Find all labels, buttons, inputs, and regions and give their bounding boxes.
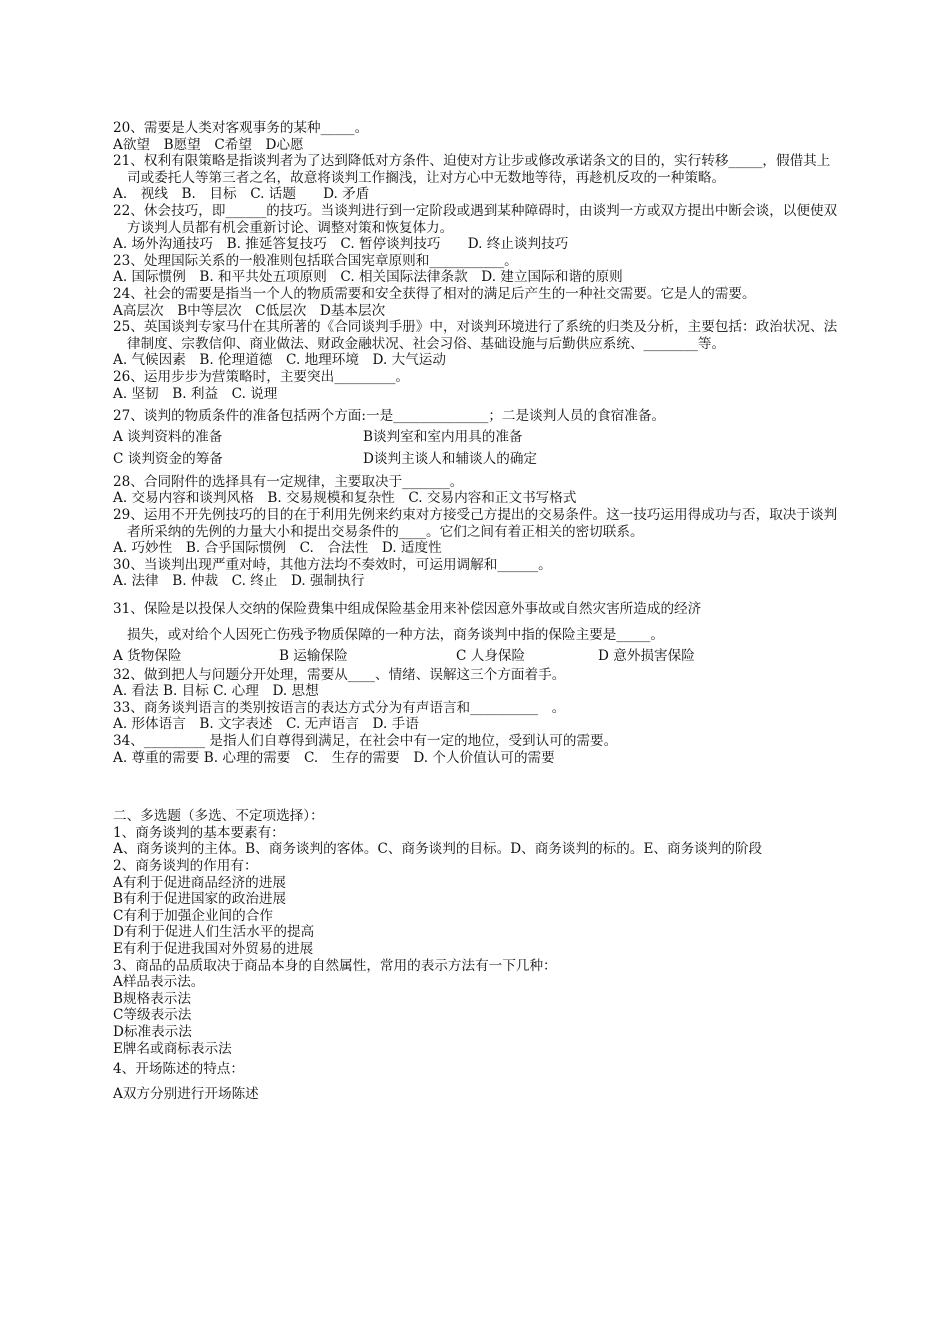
options-row-2: [113, 451, 843, 468]
option-d: D谈判主谈人和辅谈人的确定: [363, 451, 538, 468]
section-multiple-choice: [113, 808, 843, 1102]
question-text-line-2: 损失，或对给个人因死亡伤残予物质保障的一种方法，商务谈判中指的保险主要是_____。: [127, 627, 664, 644]
mc-question-3-option: C等级表示法: [113, 1007, 192, 1024]
mc-question-2-option: B有利于促进国家的政治进展: [113, 891, 287, 908]
question-23: [113, 253, 843, 286]
mc-question-3-option: E牌名或商标表示法: [113, 1040, 232, 1057]
question-text: 24、社会的需要是指当一个人的物质需要和安全获得了相对的满足后产生的一种社交需要。它是人的需要。: [113, 285, 756, 302]
question-20: [113, 120, 843, 153]
section-spacer: [113, 766, 843, 808]
option-c: C 谈判资金的筹备: [113, 451, 223, 468]
question-options: A. 巧妙性 B. 合乎国际惯例 C. 合法性 D. 适度性: [113, 540, 442, 557]
question-text: 23、处理国际关系的一般准则包括联合国宪章原则和___________。: [113, 252, 518, 269]
question-32: [113, 667, 843, 700]
question-text: 25、英国谈判专家马什在其所著的《合同谈判手册》中，对谈判环境进行了系统的归类及分析，主要包括：政治状况、法律制度、宗教信仰、商业做法、财政金融状况、社会习俗、基础设施与后勤供应系统、________等。: [113, 319, 838, 352]
section-title: 二、多选题（多选、不定项选择）：: [113, 808, 324, 825]
question-24: [113, 286, 843, 319]
question-29: [113, 507, 843, 557]
question-options: A. 看法 B. 目标 C. 心理 D. 思想: [113, 683, 319, 700]
mc-question-1-options: A、商务谈判的主体。B、商务谈判的客体。C、商务谈判的目标。D、商务谈判的标的。E、商务谈判的阶段: [113, 841, 763, 858]
question-28: [113, 474, 843, 507]
mc-question-2-option: E有利于促进我国对外贸易的进展: [113, 940, 314, 957]
question-21: [113, 153, 843, 203]
option-d: D 意外损害保险: [598, 648, 695, 665]
question-text: 30、当谈判出现严重对峙，其他方法均不奏效时，可运用调解和______。: [113, 556, 552, 573]
question-25: [113, 319, 843, 369]
mc-question-4-option: A双方分别进行开场陈述: [113, 1085, 259, 1102]
question-options: A. 气候因素 B. 伦理道德 C. 地理环境 D. 大气运动: [113, 352, 446, 369]
question-text: 22、休会技巧，即______的技巧。当谈判进行到一定阶段或遇到某种障碍时，由谈判一方或双方提出中断会谈，以便使双方谈判人员都有机会重新讨论、调整对策和恢复体力。: [113, 202, 838, 236]
question-text: 28、合同附件的选择具有一定规律，主要取决于_______。: [113, 473, 464, 490]
mc-question-3: 3、商品的品质取决于商品本身的自然属性，常用的表示方法有一下几种：: [113, 957, 557, 974]
question-30: [113, 557, 843, 590]
question-34: [113, 733, 843, 766]
question-text: 27、谈判的物质条件的准备包括两个方面:一是______________；二是谈判人员的食宿准备。: [113, 408, 666, 425]
document-page: [113, 120, 843, 1102]
mc-question-1: 1、商务谈判的基本要素有：: [113, 824, 285, 841]
option-a: A 谈判资料的准备: [113, 428, 223, 445]
question-options: A高层次 B中等层次 C低层次 D基本层次: [113, 302, 386, 319]
mc-question-4: 4、开场陈述的特点：: [113, 1061, 244, 1078]
question-options: A. 形体语言 B. 文字表述 C. 无声语言 D. 手语: [113, 716, 419, 733]
mc-question-3-option: A样品表示法。: [113, 974, 205, 991]
options-row: [113, 648, 843, 665]
question-options: A. 视线 B. 目标 C. 话题 D. 矛盾: [113, 186, 370, 203]
question-26: [113, 369, 843, 402]
question-options: A. 交易内容和谈判风格 B. 交易规模和复杂性 C. 交易内容和正文书写格式: [113, 490, 577, 507]
question-33: [113, 700, 843, 733]
mc-question-3-option: B规格表示法: [113, 990, 191, 1007]
mc-question-2: 2、商务谈判的作用有：: [113, 857, 258, 874]
question-options: A. 尊重的需要 B. 心理的需要 C. 生存的需要 D. 个人价值认可的需要: [113, 749, 555, 766]
mc-question-2-option: A有利于促进商品经济的进展: [113, 874, 286, 891]
question-options: A. 法律 B. 仲裁 C. 终止 D. 强制执行: [113, 573, 365, 590]
question-text: 26、运用步步为营策略时，主要突出_________。: [113, 368, 409, 385]
question-text-line-1: 31、保险是以投保人交纳的保险费集中组成保险基金用来补偿因意外事故或自然灾害所造成的经济: [113, 601, 702, 618]
question-text: 33、商务谈判语言的类别按语言的表达方式分为有声语言和__________ 。: [113, 699, 566, 716]
option-c: C 人身保险: [456, 648, 526, 665]
question-text: 29、运用不开先例技巧的目的在于利用先例来约束对方接受己方提出的交易条件。这一技巧运用得成功与否，取决于谈判者所采纳的先例的力量大小和提出交易条件的____。它们之间有着正相关的密切联系。: [113, 507, 838, 540]
mc-question-3-option: D标准表示法: [113, 1023, 192, 1040]
options-row-1: [113, 429, 843, 446]
question-text: 32、做到把人与问题分开处理，需要从____、情绪、误解这三个方面着手。: [113, 666, 566, 683]
option-b: B谈判室和室内用具的准备: [363, 428, 523, 445]
question-options: A. 场外沟通技巧 B. 推延答复技巧 C. 暂停谈判技巧 D. 终止谈判技巧: [113, 236, 569, 253]
question-text: 34、_________ 是指人们自尊得到满足，在社会中有一定的地位，受到认可的需要。: [113, 733, 618, 749]
question-27: [113, 408, 843, 468]
option-b: B 运输保险: [279, 648, 348, 665]
mc-question-2-option: C有利于加强企业间的合作: [113, 907, 273, 924]
question-options: A. 坚韧 B. 利益 C. 说理: [113, 385, 278, 402]
question-31: [113, 596, 843, 665]
option-a: A 货物保险: [113, 648, 182, 665]
question-22: [113, 203, 843, 253]
question-text: 20、需要是人类对客观事务的某种_____。: [113, 120, 369, 136]
question-text: 21、权利有限策略是指谈判者为了达到降低对方条件、迫使对方让步或修改承诺条文的目的，实行转移_____，假借其上司或委托人等第三者之名，故意将谈判工作搁浅，让对方心中无数地等待，再趁机反攻的一种策略。: [113, 153, 831, 186]
question-options: A. 国际惯例 B. 和平共处五项原则 C. 相关国际法律条款 D. 建立国际和谐的原则: [113, 269, 623, 286]
question-options: A欲望 B愿望 C希望 D心愿: [113, 136, 304, 153]
mc-question-2-option: D有利于促进人们生活水平的提高: [113, 924, 315, 941]
